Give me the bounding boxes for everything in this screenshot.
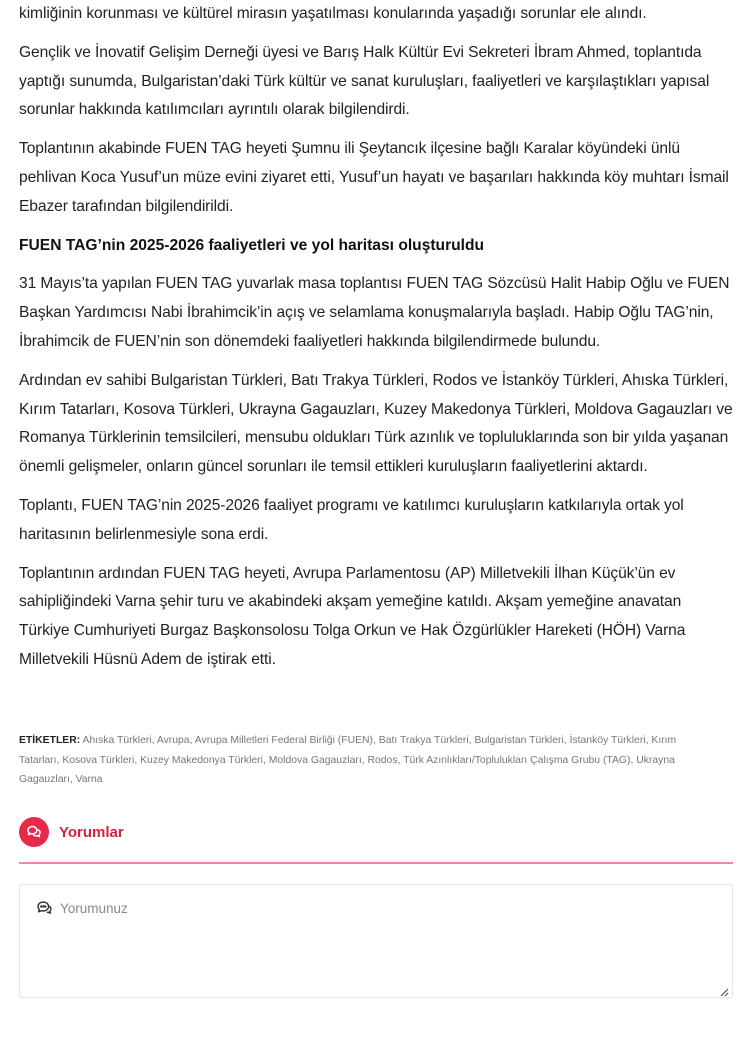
tag-link[interactable]: Avrupa [156,735,190,746]
article-paragraph: Gençlik ve İnovatif Gelişim Derneği üyesi ve Barış Halk Kültür Evi Sekreteri İbram Ahmed, toplantıda yaptığı sunumda, Bulgaristan’daki Türk kültür ve sanat kuruluşları, faaliyetleri ve karşılaştıkları yapısal sorunlar hakkında katılımcıları ayrıntılı olarak bilgilendirdi. [19,43,710,119]
article-paragraph: Ardından ev sahibi Bulgaristan Türkleri, Batı Trakya Türkleri, Rodos ve İstanköy Türkleri, Ahıska Türkleri, Kırım Tatarları, Kosova Türkleri, Ukrayna Gagauzları, Kuzey Makedonya Türkleri, Moldova Gagauzları ve Romanya Türklerinin temsilcileri, mensubu oldukları Türk azınlık ve topluluklarında son bir yılda yaşanan önemli gelişmeler, onların güncel sorunları ile temsil ettikleri kuruluşların faaliyetlerini aktardı. [19,371,733,476]
tag-link[interactable]: Varna [75,774,103,785]
article-paragraph: 31 Mayıs’ta yapılan FUEN TAG yuvarlak masa toplantısı FUEN TAG Sözcüsü Halit Habip Oğlu ve FUEN Başkan Yardımcısı Nabi İbrahimcik’in açış ve selamlama konuşmalarıyla başladı. Habip Oğlu TAG’nin, İbrahimcik de FUEN’nin son dönemdeki faaliyetleri hakkında bilgilendirmede bulundu. [19,275,730,350]
comments-header [19,817,124,847]
comments-icon [19,817,49,847]
resize-handle-icon[interactable] [719,984,729,994]
comments-title: Yorumlar [59,823,124,841]
tag-link[interactable]: Ahıska Türkleri [82,735,152,746]
article-paragraph: Toplantının ardından FUEN TAG heyeti, Avrupa Parlamentosu (AP) Milletvekili İlhan Küçük’ün ev sahipliğindeki Varna şehir turu ve akabindeki akşam yemeğine katıldı. Akşam yemeğine anavatan Türkiye Cumhuriyeti Burgaz Başkonsolosu Tolga Orkun ve Hak Özgürlükler Hareketi (HÖH) Varna Milletvekili Hüsnü Adem de iştirak etti. [19,564,686,668]
article-paragraph: Toplantının akabinde FUEN TAG heyeti Şumnu ili Şeytancık ilçesine bağlı Karalar köyündeki ünlü pehlivan Koca Yusuf’un müze evini ziyaret etti, Yusuf’un hayatı ve başarıları hakkında köy muhtarı İsmail Ebazer tarafından bilgilendirildi. [19,140,729,215]
tags-section [19,731,719,790]
tags-label: ETİKETLER: [19,735,81,746]
tag-list: Ahıska Türkleri, Avrupa, Avrupa Milletleri Federal Birliği (FUEN), Batı Trakya Türkleri, Bulgaristan Türkleri, İstanköy Türkleri, Kırım Tatarları, Kosova Türkleri, Kuzey Makedonya Türkleri, Moldova Gagauzları, Rodos, Türk Azınlıkları/Toplulukları Çalışma Grubu (TAG), Ukrayna Gagauzları, Varna [19,735,677,785]
tag-link[interactable]: Bulgaristan Türkleri [474,735,564,746]
tag-link[interactable]: Ukrayna Gagauzları [19,754,675,785]
tag-link[interactable]: Moldova Gagauzları [268,754,362,766]
tag-link[interactable]: İstanköy Türkleri [569,735,646,746]
tag-link[interactable]: Kuzey Makedonya Türkleri [140,754,263,766]
tag-link[interactable]: Türk Azınlıkları/Toplulukları Çalışma Grubu (TAG) [403,754,631,766]
article-paragraph: Toplantı, FUEN TAG’nin 2025-2026 faaliyet programı ve katılımcı kuruluşların katkılarıyla ortak yol haritasının belirlenmesiyle sona erdi. [19,496,684,543]
tag-link[interactable]: Kosova Türkleri [62,754,135,766]
comment-input-box [19,884,733,998]
tag-link[interactable]: Batı Trakya Türkleri [378,735,469,746]
tag-link[interactable]: Rodos [367,754,398,766]
article-body [19,0,735,685]
comments-divider [19,862,733,864]
tag-link[interactable]: Kırım Tatarları [19,735,677,766]
tag-link[interactable]: Avrupa Milletleri Federal Birliği (FUEN) [194,735,373,746]
comment-textarea[interactable] [20,885,732,997]
article-paragraph: kimliğinin korunması ve kültürel mirasın yaşatılması konularında yaşadığı sorunlar ele alındı. [19,5,647,22]
article-subheading: FUEN TAG’nin 2025-2026 faaliyetleri ve yol haritası oluşturuldu [19,236,485,254]
